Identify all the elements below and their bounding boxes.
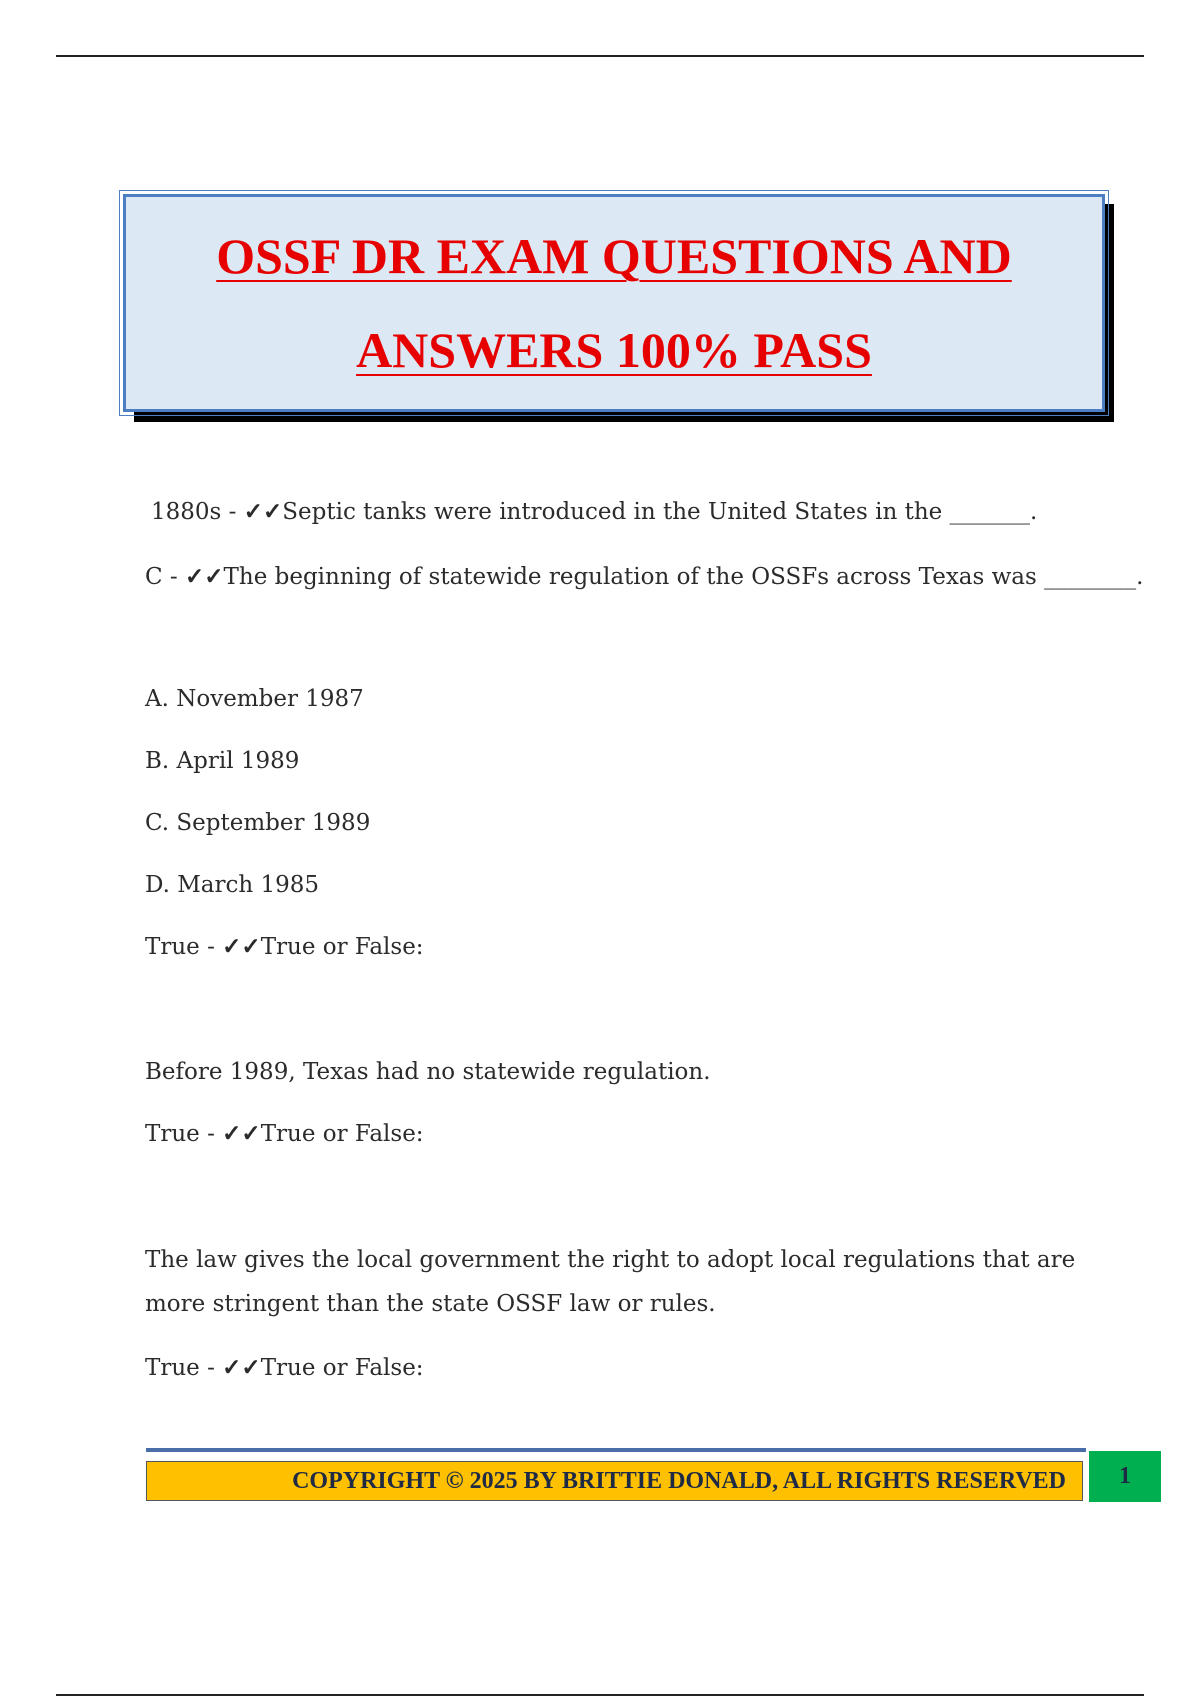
page-number-box xyxy=(1089,1451,1161,1502)
double-check-icon: ✓✓ xyxy=(222,1120,261,1147)
footer-rule xyxy=(146,1448,1086,1452)
qa-item-1 xyxy=(151,496,1037,528)
answer-text: True - xyxy=(145,1121,223,1147)
qa-item-3 xyxy=(145,931,424,963)
option-d: D. March 1985 xyxy=(145,872,320,898)
statement-1: Before 1989, Texas had no statewide regulation. xyxy=(145,1059,711,1085)
question-text: Septic tanks were introduced in the United States in the _______. xyxy=(282,499,1038,525)
double-check-icon: ✓✓ xyxy=(243,498,283,525)
qa-item-2 xyxy=(145,561,1143,593)
question-text: True or False: xyxy=(260,934,424,960)
page-number: 1 xyxy=(1119,1463,1131,1489)
header-rule xyxy=(56,55,1144,57)
option-c: C. September 1989 xyxy=(145,810,371,836)
option-b: B. April 1989 xyxy=(145,748,300,774)
qa-item-4 xyxy=(145,1118,424,1150)
double-check-icon: ✓✓ xyxy=(222,933,261,960)
title-box xyxy=(123,194,1105,412)
double-check-icon: ✓✓ xyxy=(185,563,224,590)
double-check-icon: ✓✓ xyxy=(222,1354,261,1381)
bottom-rule xyxy=(56,1694,1144,1696)
copyright-bar xyxy=(146,1461,1083,1501)
copyright-text: COPYRIGHT © 2025 BY BRITTIE DONALD, ALL RIGHTS RESERVED xyxy=(292,1467,1066,1494)
statement-2: The law gives the local government the right to adopt local regulations that are more stringent than the state OSSF law or rules. xyxy=(145,1247,1076,1317)
qa-item-5 xyxy=(145,1352,424,1384)
answer-text: C - xyxy=(145,564,185,590)
answer-text: True - xyxy=(145,934,223,960)
answer-text: 1880s - xyxy=(151,499,244,525)
option-a: A. November 1987 xyxy=(145,686,364,712)
question-text: True or False: xyxy=(260,1121,424,1147)
question-text: True or False: xyxy=(260,1355,424,1381)
title-line-2: ANSWERS 100% PASS xyxy=(356,322,872,378)
question-text: The beginning of statewide regulation of the OSSFs across Texas was ________. xyxy=(223,564,1144,590)
answer-text: True - xyxy=(145,1355,223,1381)
title-line-1: OSSF DR EXAM QUESTIONS AND xyxy=(216,228,1012,284)
